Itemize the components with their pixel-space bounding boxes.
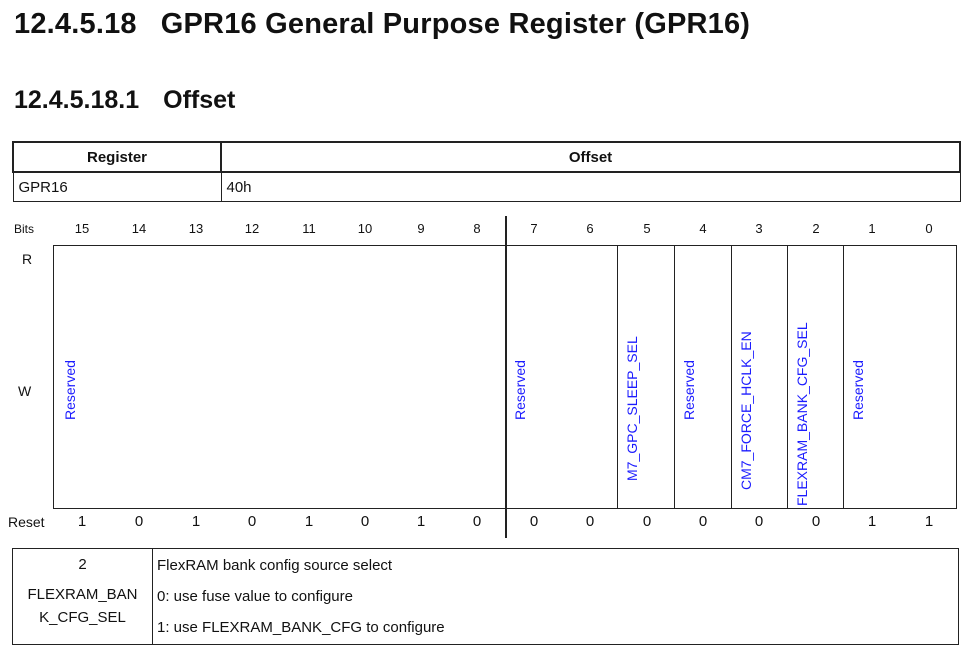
field-name-line2: K_CFG_SEL (39, 609, 126, 626)
register-header: Register (13, 142, 221, 172)
bit-number: 4 (699, 221, 707, 236)
offset-table-row (13, 172, 960, 202)
field-label: Reserved (62, 360, 78, 420)
subsection-number: 12.4.5.18.1 (14, 86, 140, 114)
field-label: Reserved (512, 360, 528, 420)
offset-table (12, 141, 961, 202)
reset-value: 1 (867, 513, 877, 530)
bit-number: 0 (925, 221, 933, 236)
field-label: Reserved (850, 360, 866, 420)
offset-header: Offset (221, 142, 960, 172)
reset-value: 0 (698, 513, 708, 530)
field-name-line1: FLEXRAM_BAN (27, 586, 138, 603)
bit-number: 11 (302, 221, 316, 236)
offset-table-header (13, 142, 960, 172)
reset-value: 0 (529, 513, 539, 530)
field-m7-gpc-sleep-sel (617, 245, 675, 509)
field-description-table (12, 548, 959, 645)
bit-number: 7 (530, 221, 538, 236)
bit-number: 10 (357, 221, 373, 236)
reset-value: 0 (472, 513, 482, 530)
reset-value: 0 (642, 513, 652, 530)
register-cell: GPR16 (13, 172, 221, 202)
reset-value: 0 (247, 513, 257, 530)
offset-cell: 40h (221, 172, 960, 202)
description-column (153, 549, 959, 645)
field-flexram-bank-cfg-sel (787, 245, 844, 509)
field-label: M7_GPC_SLEEP_SEL (624, 336, 640, 481)
field-label: Reserved (681, 360, 697, 420)
section-number: 12.4.5.18 (14, 8, 137, 40)
field-cm7-force-hclk-en (731, 245, 788, 509)
bits-label: Bits (14, 222, 35, 236)
reset-value: 0 (811, 513, 821, 530)
bit-number: 9 (417, 221, 425, 236)
reset-value: 1 (416, 513, 426, 530)
field-reserved-15-8 (53, 245, 506, 509)
reset-value: 0 (360, 513, 370, 530)
field-reserved-7-6 (505, 245, 618, 509)
bit-number: 2 (812, 221, 820, 236)
read-label: R (22, 251, 33, 267)
description-line: 0: use fuse value to configure (157, 588, 353, 605)
bit-number: 8 (473, 221, 481, 236)
bit-number: 1 (868, 221, 876, 236)
field-bit: 2 (78, 556, 87, 573)
reset-value: 0 (585, 513, 595, 530)
field-description-row (13, 549, 959, 645)
reset-value: 1 (924, 513, 934, 530)
bit-number: 5 (643, 221, 651, 236)
field-label: FLEXRAM_BANK_CFG_SEL (794, 322, 810, 506)
subsection-title: Offset (163, 86, 236, 114)
reset-value: 0 (754, 513, 764, 530)
reset-value: 0 (134, 513, 144, 530)
bit-number: 13 (188, 221, 204, 236)
field-reserved-4 (674, 245, 732, 509)
bit-number: 15 (74, 221, 90, 236)
reset-value: 1 (77, 513, 87, 530)
section-title: GPR16 General Purpose Register (GPR16) (160, 8, 751, 40)
subsection-heading (14, 86, 235, 115)
reset-label: Reset (8, 514, 45, 530)
bit-number: 3 (755, 221, 763, 236)
bit-number: 14 (131, 221, 147, 236)
field-column (13, 549, 153, 645)
reset-value: 1 (304, 513, 314, 530)
bit-number: 12 (244, 221, 260, 236)
section-heading (14, 8, 750, 41)
reset-value: 1 (191, 513, 201, 530)
bit-number: 6 (586, 221, 594, 236)
field-reserved-1-0 (843, 245, 957, 509)
write-label: W (18, 383, 32, 399)
description-line: 1: use FLEXRAM_BANK_CFG to configure (157, 619, 445, 636)
description-line: FlexRAM bank config source select (157, 557, 393, 574)
field-label: CM7_FORCE_HCLK_EN (738, 331, 754, 490)
